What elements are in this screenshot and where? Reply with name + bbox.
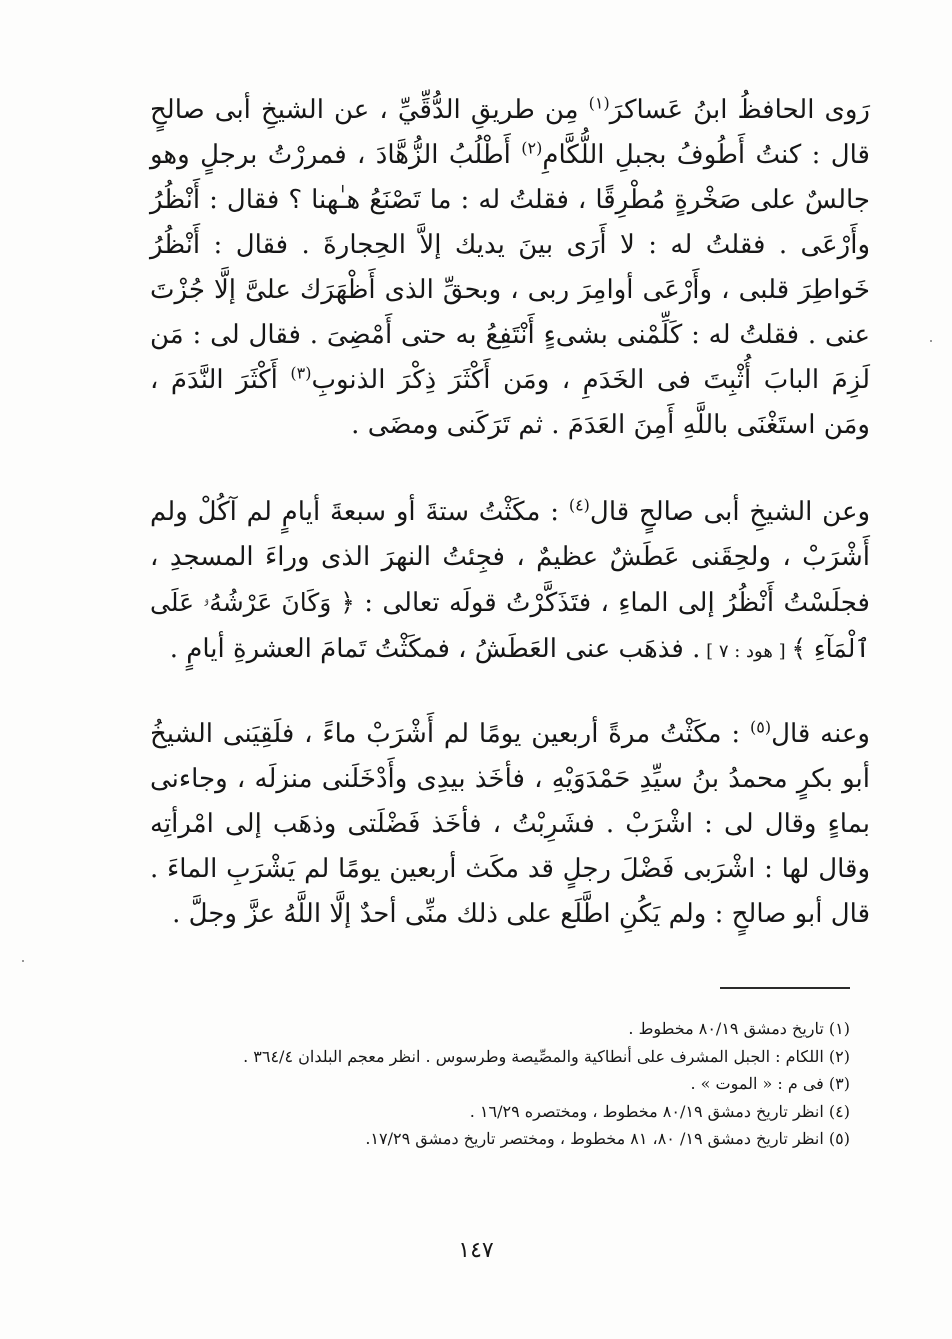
paragraph-2-text-c: . فذهَب عنى العَطَشُ ، فمكَثْتُ تَمامَ العشرةِ أيامٍ . xyxy=(169,634,701,664)
paragraph-2-text-b: : مكَثْتُ ستةَ أو سبعةَ أيامٍ لم آكُلْ ولم أَشْرَبْ ، ولحِقَنى عَطَشٌ عظيمٌ ، فجِئتُ النهرَ الذى وراءَ المسجدِ ، فجلَسْتُ أَنْظُرُ إلى الماءِ ، فتَذَكَّرْتُ قولَه تعالى : xyxy=(150,497,870,618)
quran-verse: ﴿ وَكَانَ عَرْشُهُۥ عَلَى ٱلْمَآءِ ﴾ xyxy=(150,588,870,663)
paragraph-3-text-b: : مكَثْتُ مرةً أربعين يومًا لم أَشْرَبْ ماءً ، فلَقِيَنى الشيخُ أبو بكرٍ محمدُ بنُ سيِّدِ حَمْدَوَيْهِ ، فأخَذ بيدِى وأَدْخَلَنى منزلَه ، وجاءنى بماءٍ وقال لى : اشْرَبْ . فشَرِبْتُ ، فأخَذ فَضْلَتى وذهَب إلى امْرأتِه وقال لها : اشْرَبى فَضْلَ رجلٍ قد مكَث أربعين يومًا لم يَشْرَبِ الماءَ . قال أبو صالحٍ : ولم يَكُنِ اطَّلَع على ذلك منِّى أحدٌ إلَّا اللَّهُ عزَّ وجلَّ . xyxy=(150,719,870,929)
footnote-1: (١) تاريخ دمشق ٨٠/١٩ مخطوط . xyxy=(628,1019,850,1038)
paragraph-1-text-b: مِن طريقِ الدُّقِّيِّ ، عن الشيخِ أبى صالحٍ قال : كنتُ أَطُوفُ بجبلِ اللُّكَّامِ xyxy=(150,95,870,170)
scan-speck xyxy=(930,340,932,342)
footnote-4: (٤) انظر تاريخ دمشق ٨٠/١٩ مخطوط ، ومختصره ١٦/٢٩ . xyxy=(469,1101,850,1121)
paragraph-1-text-d: أَكْثَرَ النَّدَمَ ، ومَن استَغْنَى باللَّهِ أَمِنَ العَدَمَ . ثم تَرَكَنى ومضَى . xyxy=(150,365,870,440)
paragraph-2 xyxy=(150,490,870,674)
page-number: ١٤٧ xyxy=(458,1238,494,1263)
footnote-5: (٥) انظر تاريخ دمشق ١٩/ ٨٠، ٨١ مخطوط ، ومختصر تاريخ دمشق ١٧/٢٩. xyxy=(365,1129,850,1148)
verse-reference: [ هود : ٧ ] xyxy=(700,641,792,662)
footnote-ref-3[interactable]: (٣) xyxy=(290,363,312,383)
footnote-2: (٢) اللكام : الجبل المشرف على أنطاكية والمصِّيصة وطرسوس . انظر معجم البلدان ٣٦٤/٤ . xyxy=(243,1046,850,1066)
paragraph-3-text-a: وعنه قال xyxy=(771,719,870,749)
paragraph-2-text-a: وعن الشيخِ أبى صالحٍ قال xyxy=(589,497,871,527)
paragraph-3 xyxy=(150,712,870,937)
scan-speck xyxy=(22,960,24,962)
paragraph-1-text-c: أَطْلُبُ الزُّهَّادَ ، فمررْتُ برجلٍ وهو جالسٌ على صَخْرةٍ مُطْرِقًا ، فقلتُ له : ما تَصْنَعُ هـٰهنا ؟ فقال : أَنْظُرُ وأَرْعَى . فقلتُ له : لا أَرَى بينَ يديك إلاَّ الحِجارةَ . فقال : أَنْظُرُ خَواطِرَ قلبى ، وأَرْعَى أوامِرَ ربى ، وبحقِّ الذى أَظْهَرَك علىَّ إلَّا جُزْتَ عنى . فقلتُ له : كَلِّمْنى بشىءٍ أَنْتَفِعُ به حتى أَمْضِىَ . فقال لى : مَن لَزِمَ البابَ أُثْبِتَ فى الخَدَمِ ، ومَن أَكْثَرَ ذِكْرَ الذنوبِ xyxy=(150,140,870,395)
footnote-3: (٣) فى م : « الموت » . xyxy=(690,1074,850,1093)
footnotes-list xyxy=(150,1015,850,1153)
footnote-ref-1[interactable]: (١) xyxy=(588,93,610,113)
paragraph-1 xyxy=(150,88,870,448)
footnote-separator xyxy=(720,987,850,989)
paragraph-1-text-a: رَوى الحافظُ ابنُ عَساكرَ xyxy=(609,95,870,125)
footnote-ref-5[interactable]: (٥) xyxy=(749,717,772,737)
footnote-ref-4[interactable]: (٤) xyxy=(568,495,590,515)
footnote-ref-2[interactable]: (٢) xyxy=(521,138,543,158)
